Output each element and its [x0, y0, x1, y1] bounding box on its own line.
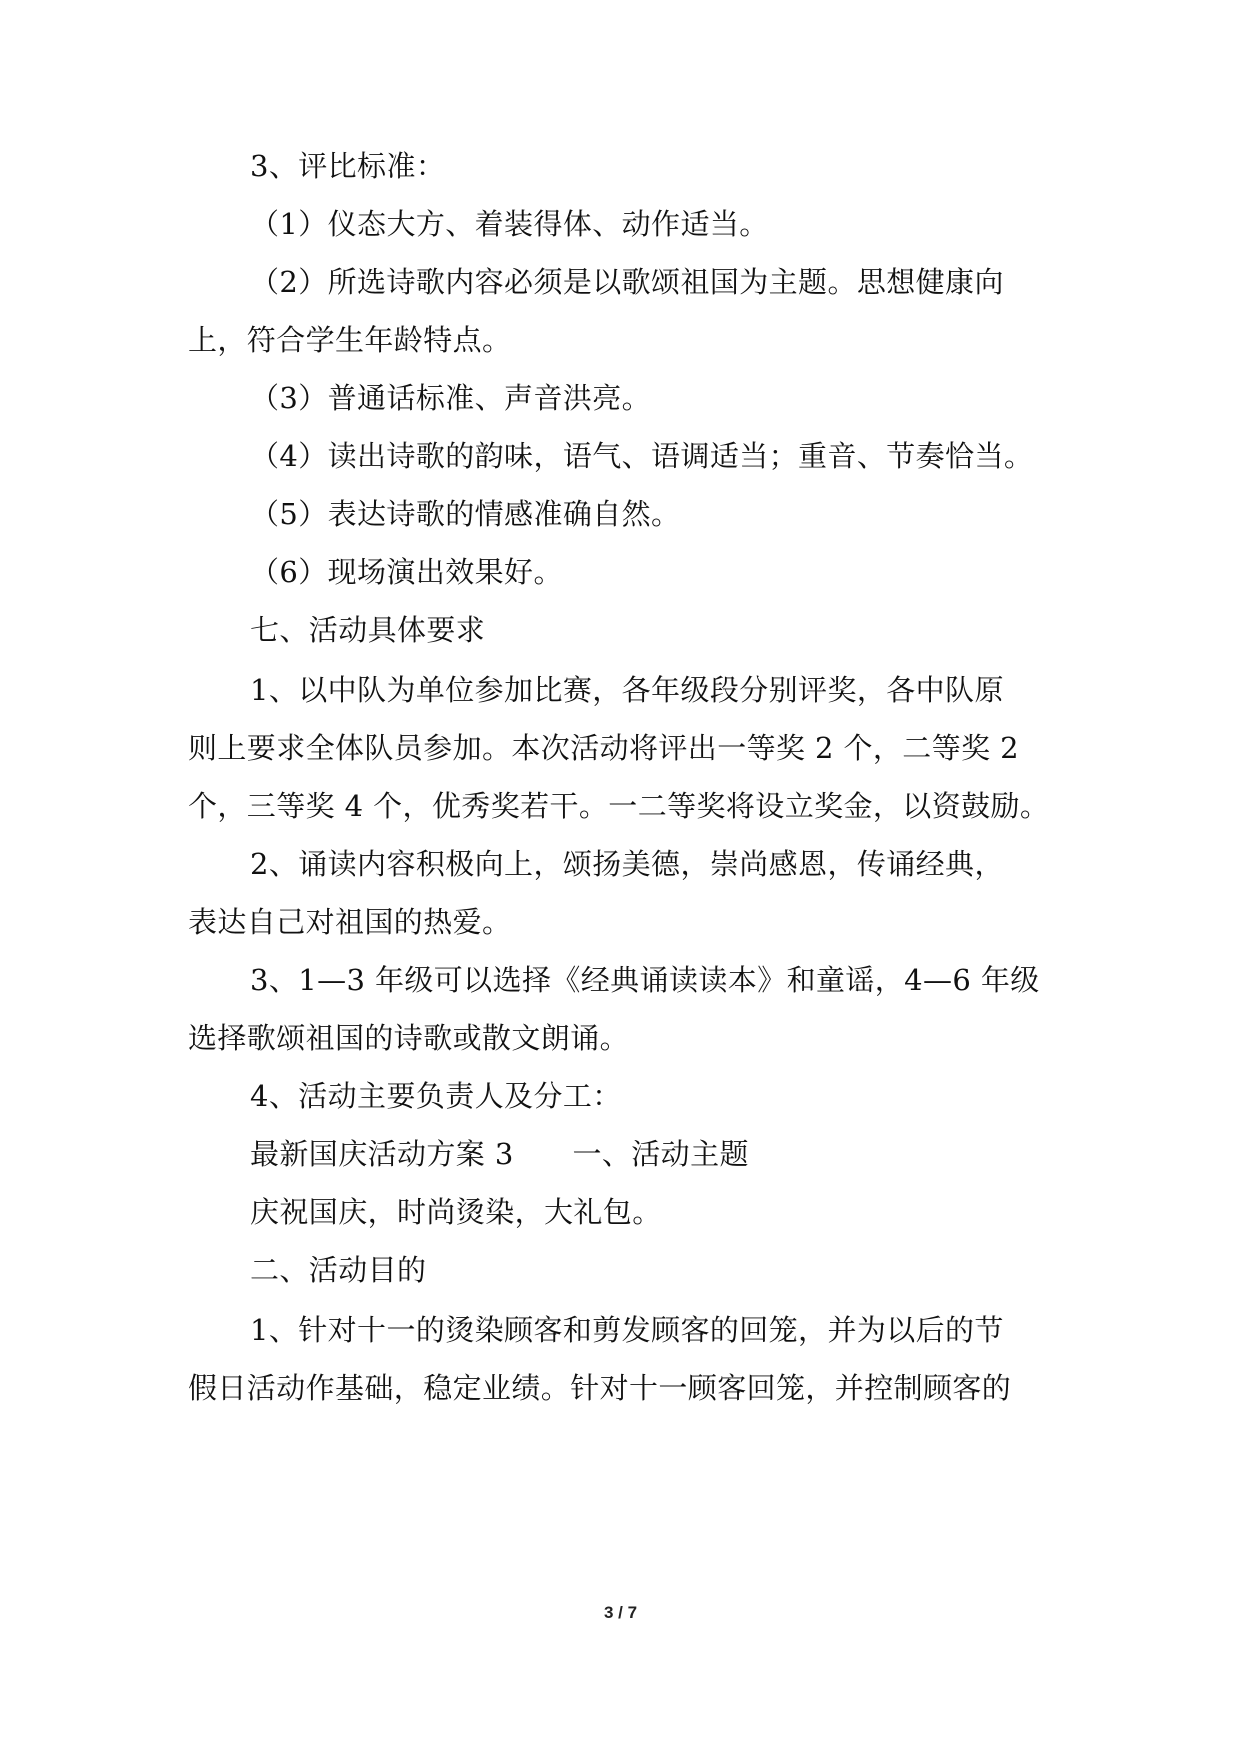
- paragraph-line: （1）仪态大方、着装得体、动作适当。: [250, 207, 769, 241]
- paragraph-line: 假日活动作基础，稳定业绩。针对十一顾客回笼，并控制顾客的: [188, 1371, 1012, 1405]
- paragraph-line: 2、诵读内容积极向上，颂扬美德，崇尚感恩，传诵经典，: [250, 847, 1004, 881]
- section-heading-criteria: 3、评比标准：: [250, 149, 446, 183]
- paragraph-line: （4）读出诗歌的韵味，语气、语调适当；重音、节奏恰当。: [250, 439, 1034, 473]
- paragraph-line: 上，符合学生年龄特点。: [188, 323, 512, 357]
- section-heading-requirements: 七、活动具体要求: [250, 613, 486, 647]
- paragraph-line: （2）所选诗歌内容必须是以歌颂祖国为主题。思想健康向: [250, 265, 1004, 299]
- paragraph-line: 选择歌颂祖国的诗歌或散文朗诵。: [188, 1021, 630, 1055]
- paragraph-line: 3、1—3 年级可以选择《经典诵读读本》和童谣，4—6 年级: [250, 963, 1040, 997]
- section-heading-plan-3: 最新国庆活动方案 3 一、活动主题: [250, 1137, 749, 1171]
- paragraph-line: （6）现场演出效果好。: [250, 555, 563, 589]
- paragraph-line: 1、以中队为单位参加比赛，各年级段分别评奖，各中队原: [250, 673, 1004, 707]
- paragraph-line: （5）表达诗歌的情感准确自然。: [250, 497, 681, 531]
- paragraph-line: 4、活动主要负责人及分工：: [250, 1079, 622, 1113]
- paragraph-line: 1、针对十一的烫染顾客和剪发顾客的回笼，并为以后的节: [250, 1313, 1004, 1347]
- paragraph-line: 表达自己对祖国的热爱。: [188, 905, 512, 939]
- paragraph-line: 庆祝国庆，时尚烫染，大礼包。: [250, 1195, 662, 1229]
- section-heading-purpose: 二、活动目的: [250, 1253, 427, 1287]
- paragraph-line: 则上要求全体队员参加。本次活动将评出一等奖 2 个，二等奖 2: [188, 731, 1019, 765]
- page-number: 3 / 7: [603, 1603, 638, 1622]
- paragraph-line: 个，三等奖 4 个，优秀奖若干。一二等奖将设立奖金，以资鼓励。: [188, 789, 1050, 823]
- paragraph-line: （3）普通话标准、声音洪亮。: [250, 381, 652, 415]
